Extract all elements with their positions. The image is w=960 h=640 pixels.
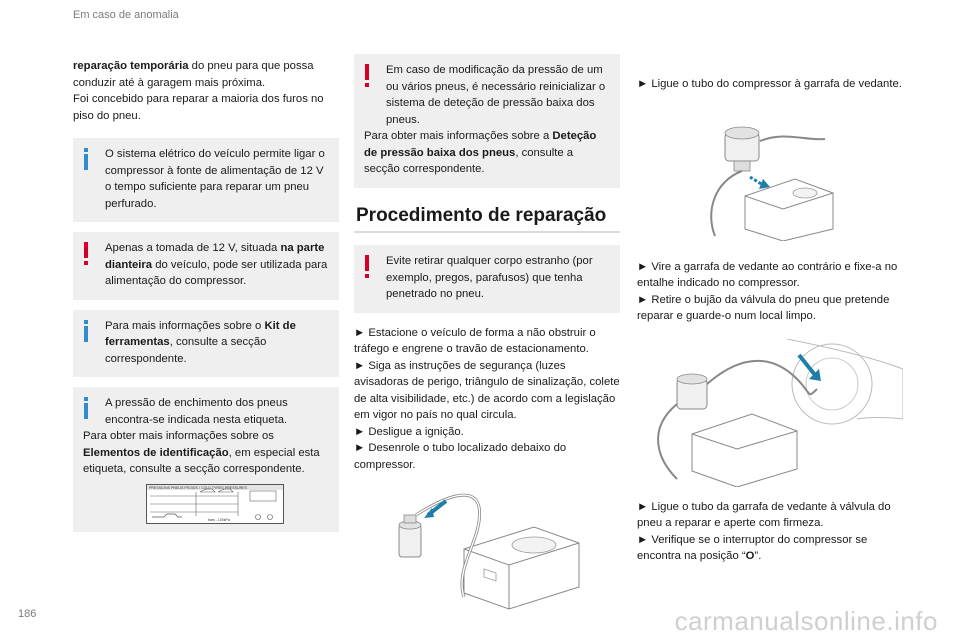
info-note-pressure	[73, 387, 339, 532]
warning-icon	[363, 64, 371, 88]
page-number: 186	[18, 608, 37, 620]
step-item: ► Estacione o veículo de forma a não obstruir o tráfego e engrene o travão de estacionamento.	[354, 326, 596, 355]
note-text: Para mais informações sobre o Kit de ferramentas, consulte a secção correspondente.	[105, 319, 296, 365]
bottle-on-compressor-illustration	[675, 111, 835, 241]
warning-note-foreign-body	[354, 245, 620, 313]
note-text: Evite retirar qualquer corpo estranho (por exemplo, pregos, parafusos) que tenha penetrado no pneu.	[386, 255, 593, 300]
warning-icon	[82, 242, 90, 266]
info-icon	[82, 148, 90, 172]
compressor-hose-illustration	[384, 487, 584, 613]
chapter-header: Em caso de anomalia	[73, 9, 179, 21]
intro-bold: reparação temporária	[73, 60, 189, 72]
section-title: Procedimento de reparação	[354, 202, 620, 234]
step-item: ► Vire a garrafa de vedante ao contrário e fixe-a no entalhe indicado no compressor.	[637, 260, 898, 289]
tyre-valve-illustration	[637, 339, 903, 487]
step-item: ► Retire o bujão da válvula do pneu que pretende reparar e guarde-o num local limpo.	[637, 293, 890, 322]
warning-note-socket	[73, 232, 339, 300]
note-text: Apenas a tomada de 12 V, situada na parte dianteira do veículo, pode ser utilizada para alimentação do compressor.	[105, 242, 328, 287]
label-header-text: PRESSIONS PNEUS FROIDS / COLD TYRES PRESSURES	[149, 485, 247, 490]
note-text-2: Para obter mais informações sobre a Deteção de pressão baixa dos pneus, consulte a secção correspondente.	[364, 130, 597, 175]
note-text-2: Para obter mais informações sobre os Elementos de identificação, em especial esta etiqueta, consulte a secção correspondente.	[83, 430, 320, 475]
warning-note-reset	[354, 54, 620, 188]
step-item: ► Ligue o tubo da garrafa de vedante à válvula do pneu a reparar e aperte com firmeza.	[637, 500, 891, 529]
info-icon	[82, 397, 90, 421]
info-note-electrical	[73, 138, 339, 222]
step-item: ► Desenrole o tubo localizado debaixo do compressor.	[354, 442, 567, 471]
step-item: ► Desligue a ignição.	[354, 425, 464, 438]
tyre-pressure-label-image	[146, 484, 284, 524]
steps-list	[354, 325, 620, 474]
step-item: ► Verifique se o interruptor do compressor se encontra na posição “O”.	[637, 533, 868, 562]
intro-paragraph	[73, 58, 339, 124]
intro-text: do pneu para que possa conduzir até à garagem mais próxima.	[73, 60, 314, 89]
column-1	[73, 58, 339, 532]
note-text: Em caso de modificação da pressão de um ou vários pneus, é necessário reinicializar o sistema de deteção de pressão baixa dos pneus.	[386, 64, 606, 126]
watermark: carmanualsonline.info	[674, 606, 938, 636]
column-3	[637, 58, 903, 565]
info-icon	[82, 320, 90, 344]
info-note-toolkit	[73, 310, 339, 378]
note-text: A pressão de enchimento dos pneus encontra-se indicada nesta etiqueta.	[105, 397, 288, 426]
step-item: ► Siga as instruções de segurança (luzes avisadoras de perigo, triângulo de sinalização, colete de alta visibilidade, etc.) de acordo com a legislação em vigor no país no qual circula.	[354, 359, 620, 421]
step-item: ► Ligue o tubo do compressor à garrafa de vedante.	[637, 78, 902, 90]
column-2	[354, 58, 620, 613]
intro-text-2: Foi concebido para reparar a maioria dos furos no piso do pneu.	[73, 93, 324, 122]
label-unit-text: bars - 100kPa	[208, 517, 230, 522]
warning-icon	[363, 255, 371, 279]
note-text: O sistema elétrico do veículo permite ligar o compressor à fonte de alimentação de 12 V o tempo suficiente para reparar um pneu perfurado.	[105, 148, 325, 210]
